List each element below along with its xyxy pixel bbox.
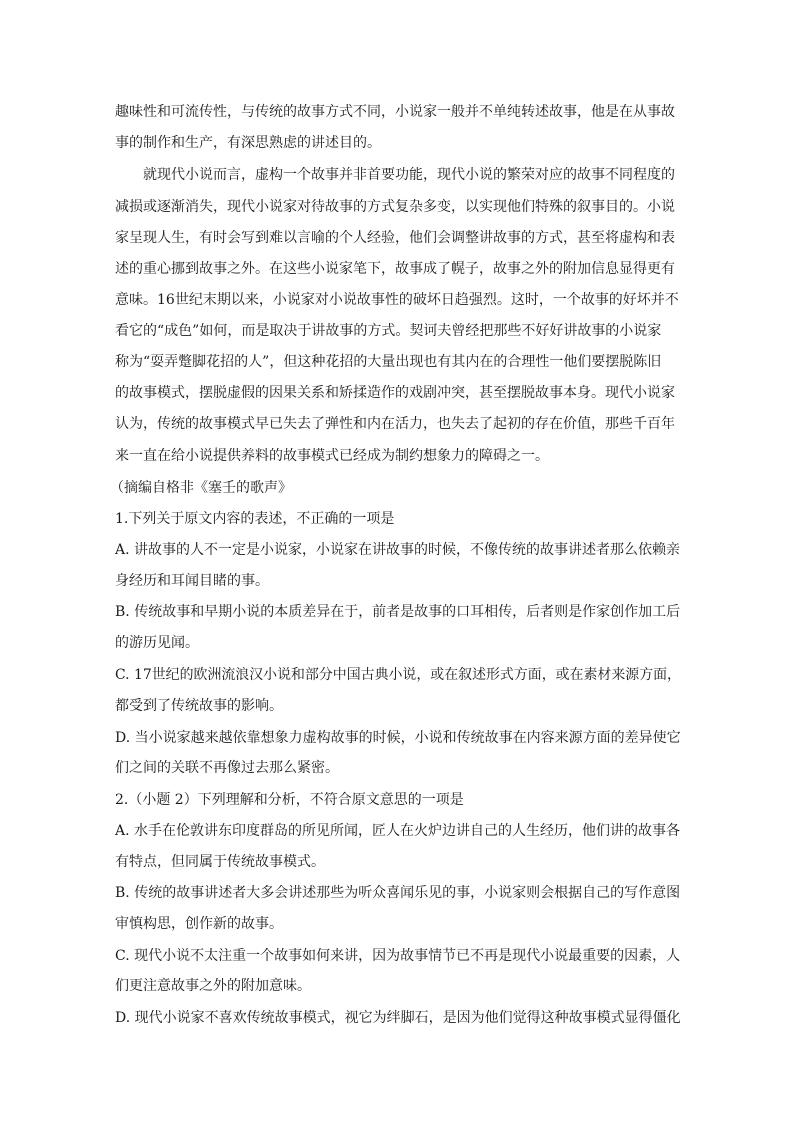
- line-text: 的故事模式，摆脱虚假的因果关系和矫揉造作的戏剧冲突，甚至摆脱故事本身。现代小说家: [115, 385, 675, 401]
- line-text: D. 现代小说家不喜欢传统故事模式，视它为绊脚石，是因为他们觉得这种故事模式显得僵化: [115, 1010, 681, 1026]
- question-1-stem: [115, 504, 794, 534]
- text-line: [115, 628, 794, 658]
- text-line: [115, 847, 794, 877]
- line-text: D. 当小说家越来越依靠想象力虚构故事的时候，小说和传统故事在内容来源方面的差异使它: [115, 730, 681, 746]
- line-text: 事的制作和生产，有深思熟虑的讲述目的。: [115, 135, 381, 151]
- source-citation: [110, 473, 794, 503]
- line-text: 家呈现人生，有时会写到难以言喻的个人经验，他们会调整讲故事的方式，甚至将虚构和表: [115, 230, 675, 246]
- text-line: [115, 285, 794, 315]
- line-text: 的游历见闻。: [115, 635, 199, 651]
- question-2-option-b: [115, 878, 794, 908]
- line-text: （摘编自格非《塞壬的歌声》: [110, 480, 292, 496]
- line-text: 看它的“成色”如何，而是取决于讲故事的方式。契诃夫曾经把那些不好好讲故事的小说家: [115, 323, 662, 339]
- question-1-option-c: [115, 660, 794, 690]
- text-line: [115, 316, 794, 346]
- line-text: 有特点，但同属于传统故事模式。: [115, 854, 325, 870]
- text-line: [115, 97, 794, 127]
- line-text: C. 现代小说不太注重一个故事如何来讲，因为故事情节已不再是现代小说最重要的因素，人: [115, 948, 681, 964]
- question-1-option-d: [115, 723, 794, 753]
- line-text: 意味。16世纪末期以来，小说家对小说故事性的破坏日趋强烈。这时，一个故事的好坏并不: [115, 292, 679, 308]
- text-line: [115, 347, 794, 377]
- text-line: [115, 409, 794, 439]
- question-1-option-b: [115, 597, 794, 627]
- paragraph-first-line: [143, 160, 794, 190]
- line-text: 来一直在给小说提供养料的故事模式已经成为制约想象力的障碍之一。: [115, 448, 549, 464]
- question-1-option-a: [115, 535, 794, 565]
- line-text: A. 讲故事的人不一定是小说家，小说家在讲故事的时候，不像传统的故事讲述者那么依赖亲: [115, 542, 681, 558]
- text-line: [115, 441, 794, 471]
- line-text: 们之间的关联不再像过去那么紧密。: [115, 760, 339, 776]
- text-line: [115, 691, 794, 721]
- line-text: 身经历和耳闻目睹的事。: [115, 573, 269, 589]
- line-text: C. 17世纪的欧洲流浪汉小说和部分中国古典小说，或在叙述形式方面，或在素材来源方面，: [115, 667, 681, 683]
- text-line: [115, 192, 794, 222]
- text-line: [115, 971, 794, 1001]
- question-2-option-d: [115, 1003, 794, 1033]
- line-text: 称为“耍弄蹩脚花招的人”，但这种花招的大量出现也有其内在的合理性一他们要摆脱陈旧: [115, 354, 662, 370]
- question-2-option-c: [115, 941, 794, 971]
- text-line: [115, 909, 794, 939]
- line-text: 述的重心挪到故事之外。在这些小说家笔下，故事成了幌子，故事之外的附加信息显得更有: [115, 261, 675, 277]
- line-text: B. 传统的故事讲述者大多会讲述那些为听众喜闻乐见的事，小说家则会根据自己的写作意图: [115, 885, 681, 901]
- line-text: 就现代小说而言，虚构一个故事并非首要功能，现代小说的繁荣对应的故事不同程度的: [143, 167, 675, 183]
- text-line: [115, 223, 794, 253]
- text-line: [115, 378, 794, 408]
- line-text: A. 水手在伦敦讲东印度群岛的所见所闻，匠人在火炉边讲自己的人生经历，他们讲的故事各: [115, 823, 681, 839]
- line-text: 们更注意故事之外的附加意味。: [115, 978, 311, 994]
- line-text: 1.下列关于原文内容的表述，不正确的一项是: [115, 511, 395, 527]
- text-line: [115, 566, 794, 596]
- question-2-stem: [115, 785, 794, 815]
- line-text: 都受到了传统故事的影响。: [115, 698, 283, 714]
- line-text: B. 传统故事和早期小说的本质差异在于，前者是故事的口耳相传，后者则是作家创作加工后: [115, 604, 681, 620]
- line-text: 减损或逐渐消失，现代小说家对待故事的方式复杂多变，以实现他们特殊的叙事目的。小说: [115, 199, 675, 215]
- text-line: [115, 128, 794, 158]
- text-line: [115, 753, 794, 783]
- line-text: 认为，传统的故事模式早已失去了弹性和内在活力，也失去了起初的存在价值，那些千百年: [115, 416, 675, 432]
- line-text: 趣味性和可流传性，与传统的故事方式不同，小说家一般并不单纯转述故事，他是在从事故: [115, 104, 675, 120]
- text-line: [115, 254, 794, 284]
- line-text: 审慎构思，创作新的故事。: [115, 916, 283, 932]
- line-text: 2.（小题 2）下列理解和分析，不符合原文意思的一项是: [115, 792, 464, 808]
- question-2-option-a: [115, 816, 794, 846]
